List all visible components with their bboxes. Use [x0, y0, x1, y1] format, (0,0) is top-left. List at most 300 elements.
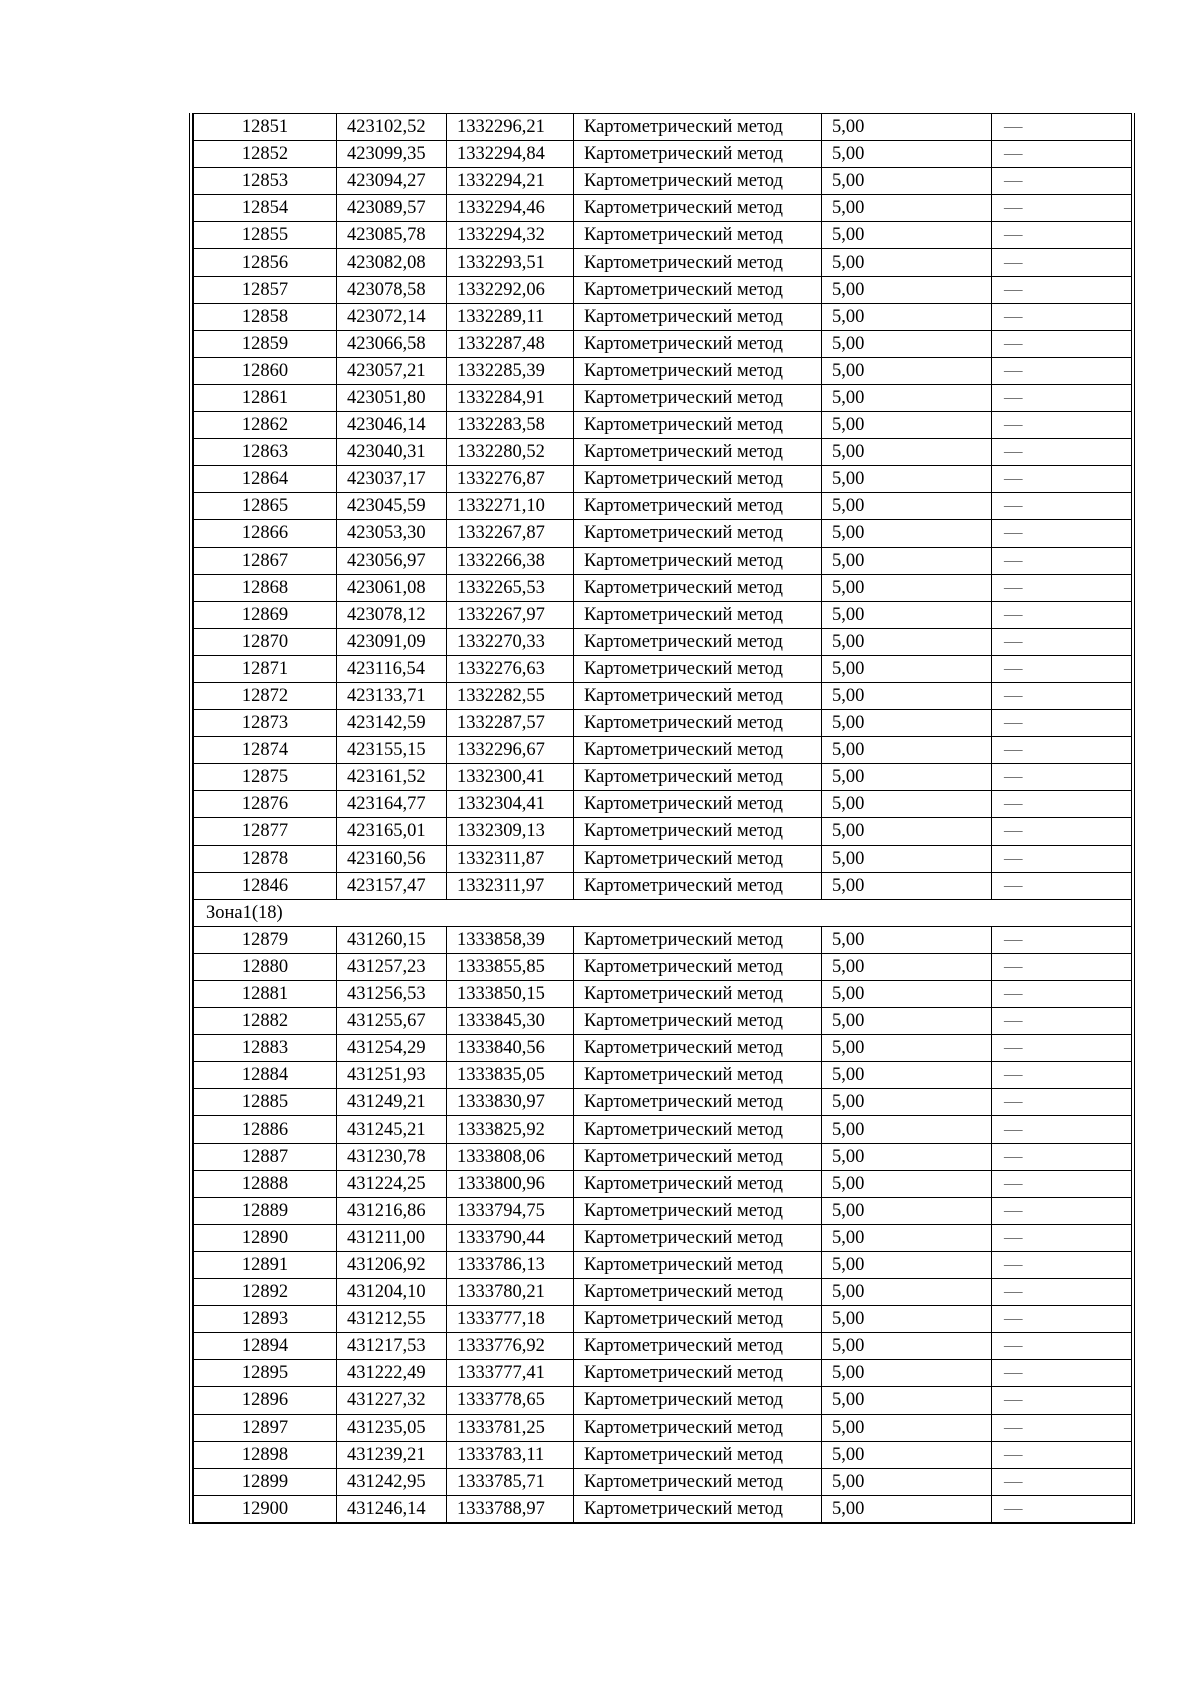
- note-dash-cell: —: [992, 1170, 1132, 1197]
- accuracy-cell: 5,00: [822, 1333, 992, 1360]
- coordinate-y-cell: 1333785,71: [447, 1468, 574, 1495]
- method-cell: Картометрический метод: [574, 1414, 822, 1441]
- coordinate-x-cell: 423051,80: [337, 384, 447, 411]
- table-row: [194, 1035, 1132, 1062]
- point-number-cell: 12865: [194, 493, 337, 520]
- method-cell: Картометрический метод: [574, 493, 822, 520]
- accuracy-cell: 5,00: [822, 547, 992, 574]
- note-dash-cell: —: [992, 114, 1132, 141]
- coordinate-y-cell: 1333790,44: [447, 1224, 574, 1251]
- coordinate-y-cell: 1332287,57: [447, 710, 574, 737]
- coordinate-x-cell: 423094,27: [337, 168, 447, 195]
- zone-header-row: [194, 899, 1132, 926]
- note-dash-cell: —: [992, 1143, 1132, 1170]
- note-dash-cell: —: [992, 655, 1132, 682]
- coordinate-y-cell: 1332280,52: [447, 439, 574, 466]
- point-number-cell: 12869: [194, 601, 337, 628]
- coordinate-y-cell: 1332300,41: [447, 764, 574, 791]
- method-cell: Картометрический метод: [574, 222, 822, 249]
- point-number-cell: 12851: [194, 114, 337, 141]
- table-row: [194, 953, 1132, 980]
- method-cell: Картометрический метод: [574, 953, 822, 980]
- coordinate-y-cell: 1333786,13: [447, 1251, 574, 1278]
- accuracy-cell: 5,00: [822, 1414, 992, 1441]
- coordinate-x-cell: 423161,52: [337, 764, 447, 791]
- accuracy-cell: 5,00: [822, 249, 992, 276]
- coordinate-x-cell: 423061,08: [337, 574, 447, 601]
- point-number-cell: 12872: [194, 682, 337, 709]
- table-row: [194, 981, 1132, 1008]
- coordinate-y-cell: 1333808,06: [447, 1143, 574, 1170]
- note-dash-cell: —: [992, 330, 1132, 357]
- note-dash-cell: —: [992, 520, 1132, 547]
- accuracy-cell: 5,00: [822, 303, 992, 330]
- note-dash-cell: —: [992, 1089, 1132, 1116]
- coordinate-y-cell: 1333800,96: [447, 1170, 574, 1197]
- point-number-cell: 12892: [194, 1279, 337, 1306]
- coordinate-x-cell: 423078,12: [337, 601, 447, 628]
- table-row: [194, 926, 1132, 953]
- coordinate-y-cell: 1332292,06: [447, 276, 574, 303]
- note-dash-cell: —: [992, 466, 1132, 493]
- method-cell: Картометрический метод: [574, 872, 822, 899]
- note-dash-cell: —: [992, 872, 1132, 899]
- method-cell: Картометрический метод: [574, 303, 822, 330]
- point-number-cell: 12887: [194, 1143, 337, 1170]
- note-dash-cell: —: [992, 1062, 1132, 1089]
- table-row: [194, 628, 1132, 655]
- method-cell: Картометрический метод: [574, 764, 822, 791]
- accuracy-cell: 5,00: [822, 412, 992, 439]
- coordinate-x-cell: 423160,56: [337, 845, 447, 872]
- coordinate-x-cell: 431260,15: [337, 926, 447, 953]
- note-dash-cell: —: [992, 845, 1132, 872]
- note-dash-cell: —: [992, 601, 1132, 628]
- coordinate-y-cell: 1332289,11: [447, 303, 574, 330]
- coordinate-x-cell: 431257,23: [337, 953, 447, 980]
- note-dash-cell: —: [992, 1197, 1132, 1224]
- note-dash-cell: —: [992, 818, 1132, 845]
- method-cell: Картометрический метод: [574, 818, 822, 845]
- note-dash-cell: —: [992, 1495, 1132, 1522]
- coordinate-y-cell: 1332309,13: [447, 818, 574, 845]
- table-row: [194, 1251, 1132, 1278]
- coordinate-x-cell: 431235,05: [337, 1414, 447, 1441]
- point-number-cell: 12899: [194, 1468, 337, 1495]
- coordinate-x-cell: 423056,97: [337, 547, 447, 574]
- accuracy-cell: 5,00: [822, 1468, 992, 1495]
- point-number-cell: 12882: [194, 1008, 337, 1035]
- table-row: [194, 1360, 1132, 1387]
- coordinate-x-cell: 431216,86: [337, 1197, 447, 1224]
- method-cell: Картометрический метод: [574, 628, 822, 655]
- table-row: [194, 1224, 1132, 1251]
- coordinate-y-cell: 1333830,97: [447, 1089, 574, 1116]
- method-cell: Картометрический метод: [574, 412, 822, 439]
- coordinate-x-cell: 431256,53: [337, 981, 447, 1008]
- method-cell: Картометрический метод: [574, 1495, 822, 1522]
- coordinate-y-cell: 1332311,97: [447, 872, 574, 899]
- accuracy-cell: 5,00: [822, 141, 992, 168]
- coordinate-x-cell: 423133,71: [337, 682, 447, 709]
- coordinate-x-cell: 431245,21: [337, 1116, 447, 1143]
- coordinate-y-cell: 1332276,87: [447, 466, 574, 493]
- accuracy-cell: 5,00: [822, 791, 992, 818]
- point-number-cell: 12897: [194, 1414, 337, 1441]
- point-number-cell: 12883: [194, 1035, 337, 1062]
- coordinate-y-cell: 1332294,32: [447, 222, 574, 249]
- accuracy-cell: 5,00: [822, 710, 992, 737]
- table-row: [194, 845, 1132, 872]
- point-number-cell: 12885: [194, 1089, 337, 1116]
- method-cell: Картометрический метод: [574, 384, 822, 411]
- point-number-cell: 12868: [194, 574, 337, 601]
- coordinate-y-cell: 1332267,87: [447, 520, 574, 547]
- method-cell: Картометрический метод: [574, 141, 822, 168]
- table-row: [194, 791, 1132, 818]
- method-cell: Картометрический метод: [574, 1279, 822, 1306]
- note-dash-cell: —: [992, 1251, 1132, 1278]
- coordinate-x-cell: 431227,32: [337, 1387, 447, 1414]
- accuracy-cell: 5,00: [822, 926, 992, 953]
- table-row: [194, 682, 1132, 709]
- coordinate-y-cell: 1333845,30: [447, 1008, 574, 1035]
- point-number-cell: 12880: [194, 953, 337, 980]
- note-dash-cell: —: [992, 737, 1132, 764]
- accuracy-cell: 5,00: [822, 818, 992, 845]
- point-number-cell: 12856: [194, 249, 337, 276]
- coordinate-x-cell: 423102,52: [337, 114, 447, 141]
- point-number-cell: 12857: [194, 276, 337, 303]
- point-number-cell: 12874: [194, 737, 337, 764]
- method-cell: Картометрический метод: [574, 1387, 822, 1414]
- table-row: [194, 249, 1132, 276]
- note-dash-cell: —: [992, 1441, 1132, 1468]
- point-number-cell: 12852: [194, 141, 337, 168]
- point-number-cell: 12871: [194, 655, 337, 682]
- method-cell: Картометрический метод: [574, 249, 822, 276]
- table-row: [194, 1062, 1132, 1089]
- point-number-cell: 12873: [194, 710, 337, 737]
- coordinate-x-cell: 423089,57: [337, 195, 447, 222]
- accuracy-cell: 5,00: [822, 493, 992, 520]
- note-dash-cell: —: [992, 195, 1132, 222]
- point-number-cell: 12879: [194, 926, 337, 953]
- accuracy-cell: 5,00: [822, 1008, 992, 1035]
- coordinate-x-cell: 423157,47: [337, 872, 447, 899]
- note-dash-cell: —: [992, 303, 1132, 330]
- accuracy-cell: 5,00: [822, 1387, 992, 1414]
- coordinate-x-cell: 431255,67: [337, 1008, 447, 1035]
- accuracy-cell: 5,00: [822, 276, 992, 303]
- accuracy-cell: 5,00: [822, 1251, 992, 1278]
- coordinate-y-cell: 1332267,97: [447, 601, 574, 628]
- table-row: [194, 1089, 1132, 1116]
- accuracy-cell: 5,00: [822, 1197, 992, 1224]
- point-number-cell: 12867: [194, 547, 337, 574]
- note-dash-cell: —: [992, 1306, 1132, 1333]
- coordinate-x-cell: 431251,93: [337, 1062, 447, 1089]
- note-dash-cell: —: [992, 1279, 1132, 1306]
- table-row: [194, 439, 1132, 466]
- accuracy-cell: 5,00: [822, 1441, 992, 1468]
- table-row: [194, 1387, 1132, 1414]
- coordinate-x-cell: 431206,92: [337, 1251, 447, 1278]
- table-row: [194, 1495, 1132, 1522]
- coordinate-y-cell: 1333825,92: [447, 1116, 574, 1143]
- point-number-cell: 12889: [194, 1197, 337, 1224]
- note-dash-cell: —: [992, 1333, 1132, 1360]
- coordinate-y-cell: 1333783,11: [447, 1441, 574, 1468]
- table-row: [194, 872, 1132, 899]
- point-number-cell: 12854: [194, 195, 337, 222]
- coordinate-x-cell: 423078,58: [337, 276, 447, 303]
- zone-label: Зона1(18): [194, 899, 1132, 926]
- note-dash-cell: —: [992, 981, 1132, 1008]
- coordinate-x-cell: 431254,29: [337, 1035, 447, 1062]
- coordinate-y-cell: 1333788,97: [447, 1495, 574, 1522]
- method-cell: Картометрический метод: [574, 655, 822, 682]
- method-cell: Картометрический метод: [574, 1143, 822, 1170]
- method-cell: Картометрический метод: [574, 1062, 822, 1089]
- accuracy-cell: 5,00: [822, 114, 992, 141]
- point-number-cell: 12855: [194, 222, 337, 249]
- table-row: [194, 1333, 1132, 1360]
- coordinate-y-cell: 1333781,25: [447, 1414, 574, 1441]
- coordinate-x-cell: 431217,53: [337, 1333, 447, 1360]
- accuracy-cell: 5,00: [822, 1116, 992, 1143]
- note-dash-cell: —: [992, 276, 1132, 303]
- method-cell: Картометрический метод: [574, 547, 822, 574]
- table-row: [194, 737, 1132, 764]
- coordinates-table-body: [194, 114, 1132, 1523]
- point-number-cell: 12893: [194, 1306, 337, 1333]
- point-number-cell: 12863: [194, 439, 337, 466]
- point-number-cell: 12846: [194, 872, 337, 899]
- coordinate-x-cell: 423066,58: [337, 330, 447, 357]
- table-row: [194, 1116, 1132, 1143]
- table-row: [194, 1170, 1132, 1197]
- method-cell: Картометрический метод: [574, 1468, 822, 1495]
- coordinate-y-cell: 1332265,53: [447, 574, 574, 601]
- table-row: [194, 1414, 1132, 1441]
- accuracy-cell: 5,00: [822, 466, 992, 493]
- note-dash-cell: —: [992, 412, 1132, 439]
- method-cell: Картометрический метод: [574, 1333, 822, 1360]
- point-number-cell: 12898: [194, 1441, 337, 1468]
- coordinate-y-cell: 1332276,63: [447, 655, 574, 682]
- accuracy-cell: 5,00: [822, 737, 992, 764]
- point-number-cell: 12860: [194, 357, 337, 384]
- table-row: [194, 384, 1132, 411]
- method-cell: Картометрический метод: [574, 1089, 822, 1116]
- coordinate-y-cell: 1333840,56: [447, 1035, 574, 1062]
- coordinate-y-cell: 1332296,67: [447, 737, 574, 764]
- method-cell: Картометрический метод: [574, 845, 822, 872]
- table-row: [194, 222, 1132, 249]
- method-cell: Картометрический метод: [574, 710, 822, 737]
- point-number-cell: 12886: [194, 1116, 337, 1143]
- accuracy-cell: 5,00: [822, 1224, 992, 1251]
- coordinate-x-cell: 431212,55: [337, 1306, 447, 1333]
- coordinate-x-cell: 431246,14: [337, 1495, 447, 1522]
- point-number-cell: 12891: [194, 1251, 337, 1278]
- accuracy-cell: 5,00: [822, 195, 992, 222]
- coordinate-y-cell: 1333794,75: [447, 1197, 574, 1224]
- coordinate-x-cell: 423053,30: [337, 520, 447, 547]
- coordinate-y-cell: 1332270,33: [447, 628, 574, 655]
- note-dash-cell: —: [992, 628, 1132, 655]
- note-dash-cell: —: [992, 791, 1132, 818]
- note-dash-cell: —: [992, 249, 1132, 276]
- note-dash-cell: —: [992, 953, 1132, 980]
- coordinate-x-cell: 423085,78: [337, 222, 447, 249]
- method-cell: Картометрический метод: [574, 1035, 822, 1062]
- table-row: [194, 1441, 1132, 1468]
- accuracy-cell: 5,00: [822, 1170, 992, 1197]
- note-dash-cell: —: [992, 222, 1132, 249]
- coordinate-x-cell: 423116,54: [337, 655, 447, 682]
- accuracy-cell: 5,00: [822, 1360, 992, 1387]
- coordinates-table: [193, 113, 1132, 1523]
- note-dash-cell: —: [992, 764, 1132, 791]
- accuracy-cell: 5,00: [822, 168, 992, 195]
- coordinate-x-cell: 431249,21: [337, 1089, 447, 1116]
- coordinate-y-cell: 1333777,41: [447, 1360, 574, 1387]
- accuracy-cell: 5,00: [822, 1062, 992, 1089]
- accuracy-cell: 5,00: [822, 1143, 992, 1170]
- coordinate-y-cell: 1332293,51: [447, 249, 574, 276]
- accuracy-cell: 5,00: [822, 628, 992, 655]
- table-row: [194, 547, 1132, 574]
- method-cell: Картометрический метод: [574, 114, 822, 141]
- note-dash-cell: —: [992, 168, 1132, 195]
- accuracy-cell: 5,00: [822, 1089, 992, 1116]
- method-cell: Картометрический метод: [574, 1251, 822, 1278]
- coordinate-y-cell: 1332294,21: [447, 168, 574, 195]
- point-number-cell: 12881: [194, 981, 337, 1008]
- coordinate-x-cell: 423040,31: [337, 439, 447, 466]
- table-row: [194, 1306, 1132, 1333]
- accuracy-cell: 5,00: [822, 845, 992, 872]
- table-row: [194, 303, 1132, 330]
- accuracy-cell: 5,00: [822, 682, 992, 709]
- coordinate-x-cell: 431211,00: [337, 1224, 447, 1251]
- table-row: [194, 764, 1132, 791]
- table-row: [194, 493, 1132, 520]
- table-row: [194, 1279, 1132, 1306]
- coordinate-x-cell: 423164,77: [337, 791, 447, 818]
- accuracy-cell: 5,00: [822, 764, 992, 791]
- point-number-cell: 12861: [194, 384, 337, 411]
- table-row: [194, 655, 1132, 682]
- table-row: [194, 818, 1132, 845]
- method-cell: Картометрический метод: [574, 737, 822, 764]
- coordinate-y-cell: 1333850,15: [447, 981, 574, 1008]
- method-cell: Картометрический метод: [574, 682, 822, 709]
- table-row: [194, 141, 1132, 168]
- coordinate-x-cell: 431239,21: [337, 1441, 447, 1468]
- method-cell: Картометрический метод: [574, 981, 822, 1008]
- accuracy-cell: 5,00: [822, 222, 992, 249]
- coordinate-y-cell: 1332296,21: [447, 114, 574, 141]
- point-number-cell: 12853: [194, 168, 337, 195]
- coordinate-y-cell: 1333780,21: [447, 1279, 574, 1306]
- coordinate-y-cell: 1333835,05: [447, 1062, 574, 1089]
- coordinate-y-cell: 1332294,84: [447, 141, 574, 168]
- note-dash-cell: —: [992, 682, 1132, 709]
- coordinate-y-cell: 1333855,85: [447, 953, 574, 980]
- note-dash-cell: —: [992, 141, 1132, 168]
- method-cell: Картометрический метод: [574, 791, 822, 818]
- method-cell: Картометрический метод: [574, 520, 822, 547]
- accuracy-cell: 5,00: [822, 1495, 992, 1522]
- method-cell: Картометрический метод: [574, 195, 822, 222]
- coordinate-x-cell: 423165,01: [337, 818, 447, 845]
- coordinate-y-cell: 1333776,92: [447, 1333, 574, 1360]
- method-cell: Картометрический метод: [574, 357, 822, 384]
- accuracy-cell: 5,00: [822, 384, 992, 411]
- note-dash-cell: —: [992, 547, 1132, 574]
- coordinate-x-cell: 423155,15: [337, 737, 447, 764]
- point-number-cell: 12862: [194, 412, 337, 439]
- table-row: [194, 710, 1132, 737]
- coordinate-y-cell: 1333778,65: [447, 1387, 574, 1414]
- point-number-cell: 12888: [194, 1170, 337, 1197]
- coordinate-x-cell: 431242,95: [337, 1468, 447, 1495]
- note-dash-cell: —: [992, 1224, 1132, 1251]
- point-number-cell: 12858: [194, 303, 337, 330]
- coordinate-x-cell: 423091,09: [337, 628, 447, 655]
- accuracy-cell: 5,00: [822, 439, 992, 466]
- point-number-cell: 12890: [194, 1224, 337, 1251]
- point-number-cell: 12900: [194, 1495, 337, 1522]
- coordinate-x-cell: 423099,35: [337, 141, 447, 168]
- note-dash-cell: —: [992, 1008, 1132, 1035]
- table-row: [194, 276, 1132, 303]
- point-number-cell: 12876: [194, 791, 337, 818]
- note-dash-cell: —: [992, 493, 1132, 520]
- point-number-cell: 12878: [194, 845, 337, 872]
- accuracy-cell: 5,00: [822, 330, 992, 357]
- accuracy-cell: 5,00: [822, 1035, 992, 1062]
- coordinate-y-cell: 1332283,58: [447, 412, 574, 439]
- coordinate-x-cell: 423082,08: [337, 249, 447, 276]
- table-row: [194, 114, 1132, 141]
- accuracy-cell: 5,00: [822, 953, 992, 980]
- coordinates-table-container: [189, 113, 1135, 1524]
- table-row: [194, 574, 1132, 601]
- coordinate-x-cell: 431222,49: [337, 1360, 447, 1387]
- method-cell: Картометрический метод: [574, 276, 822, 303]
- coordinate-y-cell: 1332294,46: [447, 195, 574, 222]
- note-dash-cell: —: [992, 1035, 1132, 1062]
- coordinate-y-cell: 1332311,87: [447, 845, 574, 872]
- note-dash-cell: —: [992, 926, 1132, 953]
- table-row: [194, 168, 1132, 195]
- point-number-cell: 12884: [194, 1062, 337, 1089]
- method-cell: Картометрический метод: [574, 1116, 822, 1143]
- method-cell: Картометрический метод: [574, 574, 822, 601]
- note-dash-cell: —: [992, 439, 1132, 466]
- table-row: [194, 412, 1132, 439]
- table-row: [194, 1468, 1132, 1495]
- accuracy-cell: 5,00: [822, 1306, 992, 1333]
- coordinate-x-cell: 423072,14: [337, 303, 447, 330]
- method-cell: Картометрический метод: [574, 330, 822, 357]
- note-dash-cell: —: [992, 1360, 1132, 1387]
- method-cell: Картометрический метод: [574, 439, 822, 466]
